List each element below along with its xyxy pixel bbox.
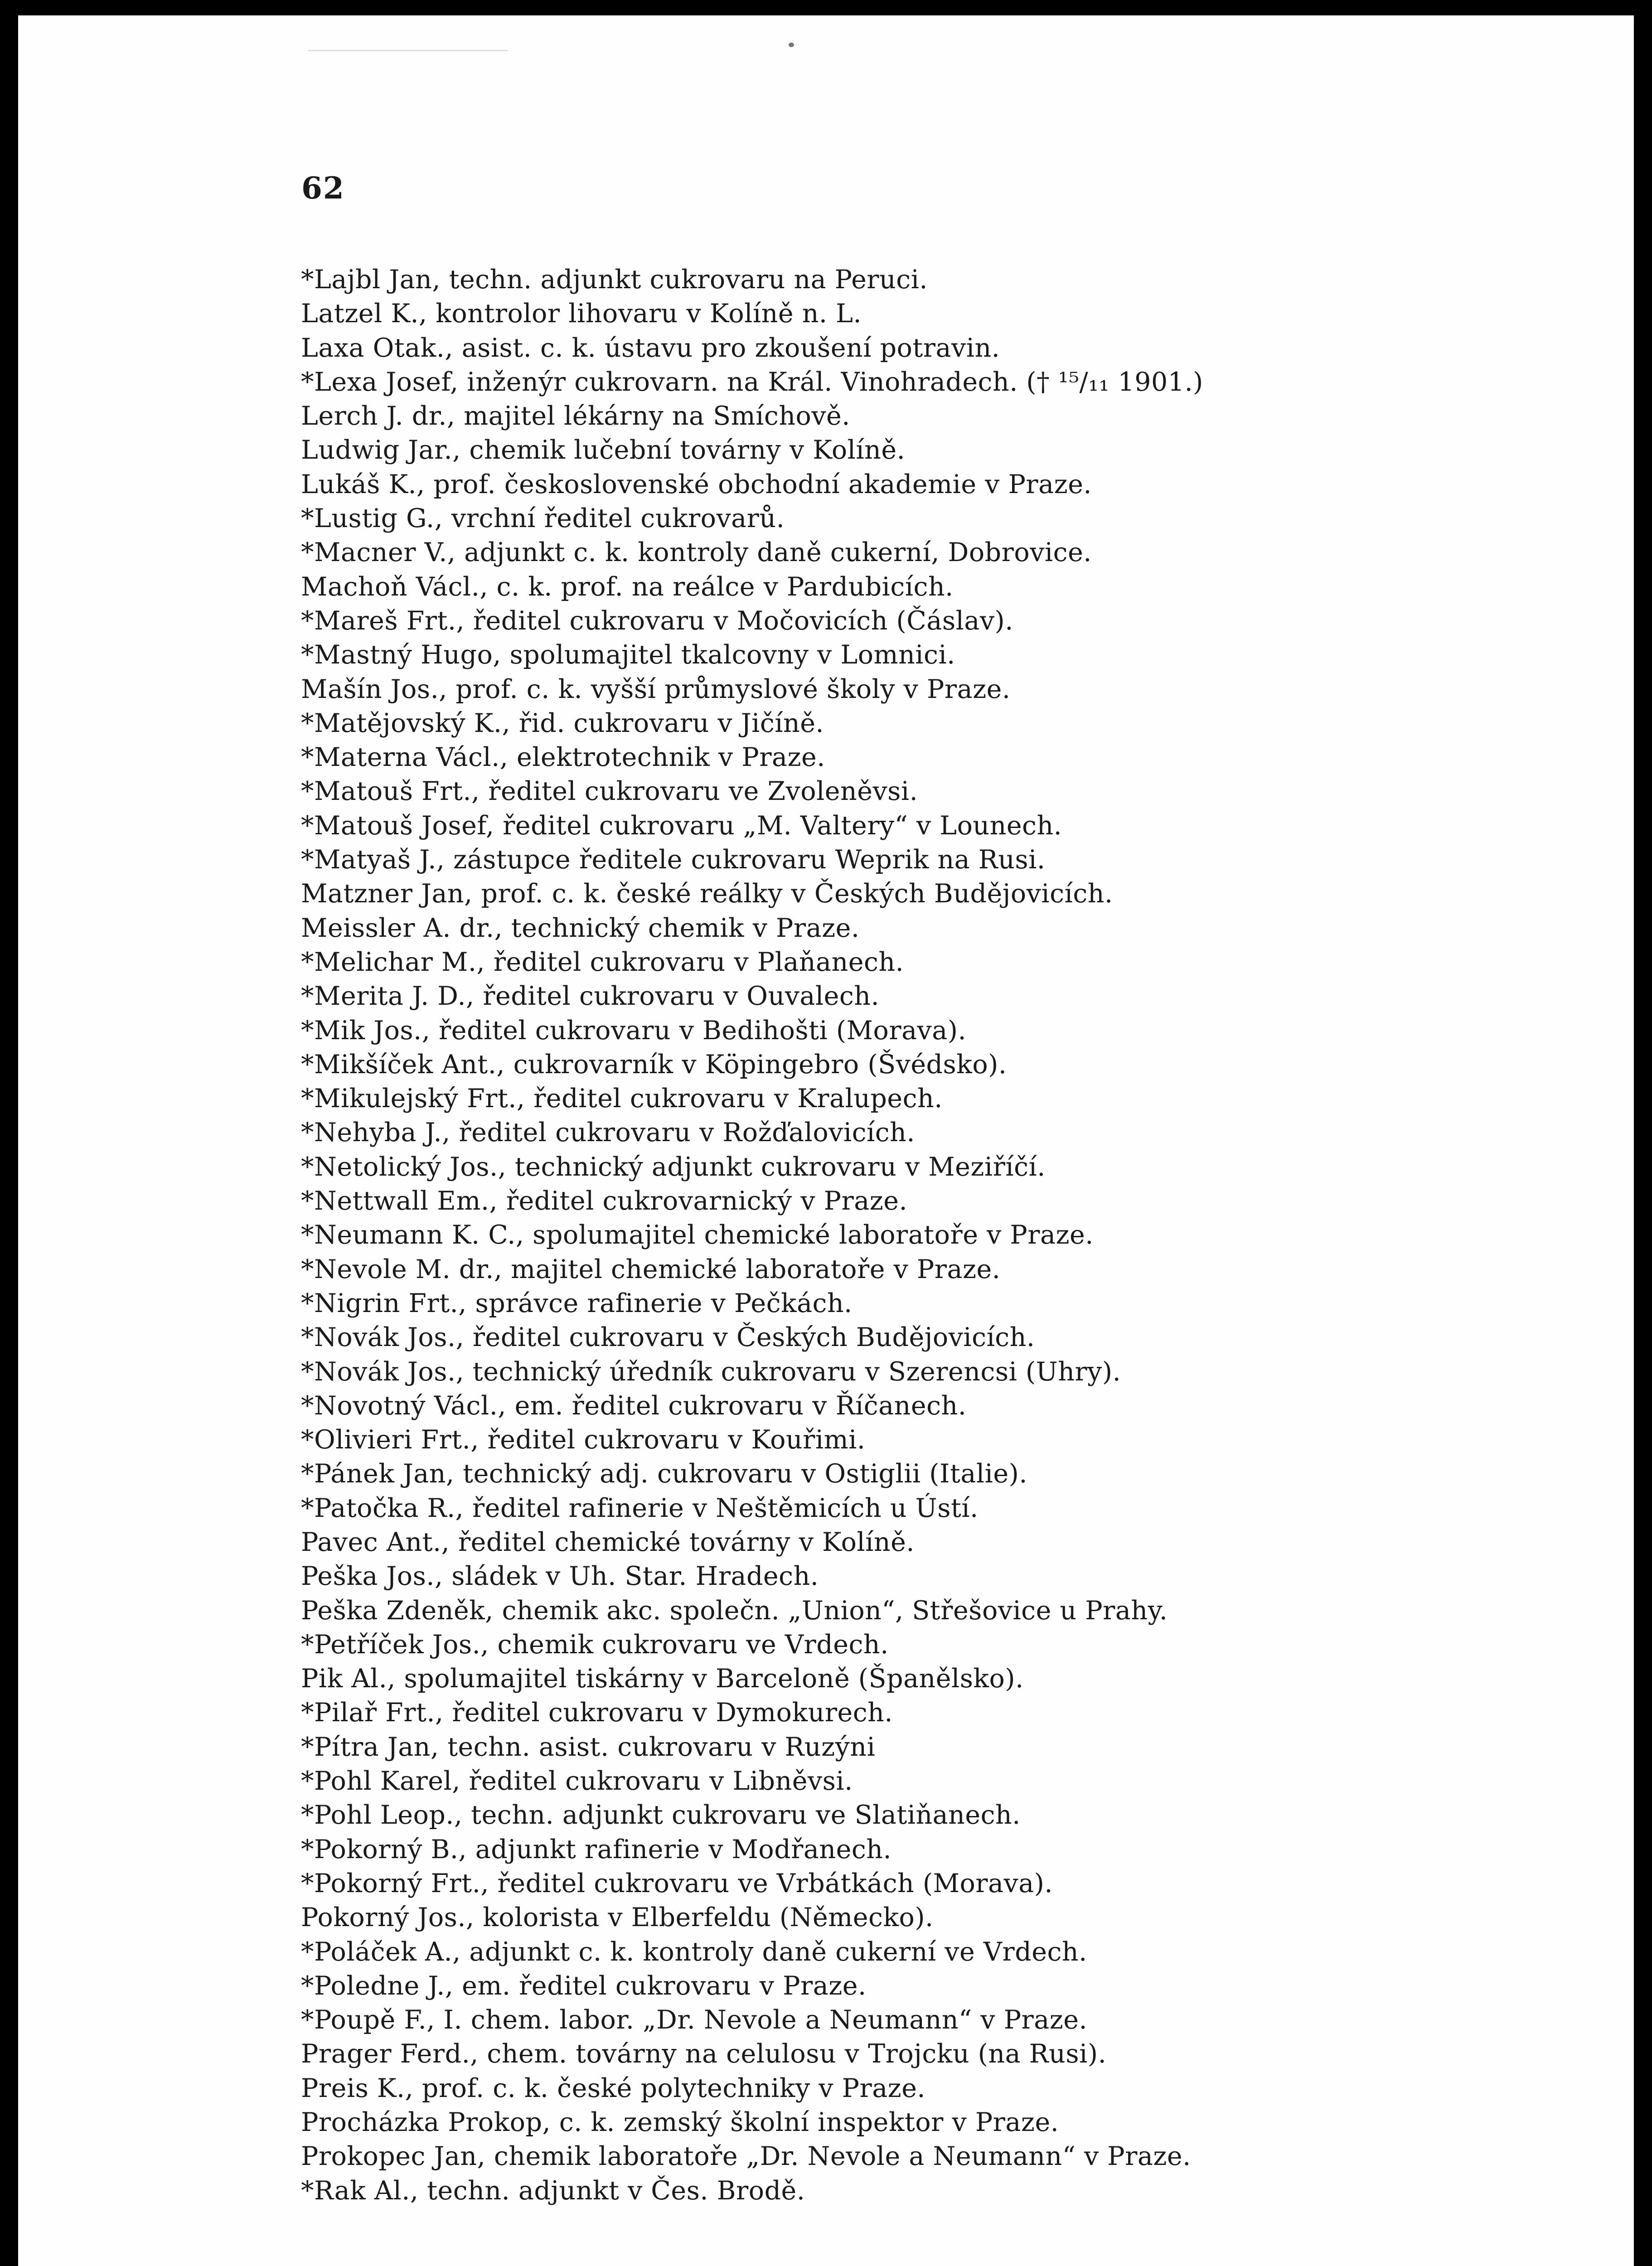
- list-item: *Pánek Jan, technický adj. cukrovaru v Ostiglii (Italie).: [301, 1459, 1027, 1489]
- list-item: Lukáš K., prof. československé obchodní akademie v Praze.: [301, 469, 1092, 499]
- list-item: *Materna Václ., elektrotechnik v Praze.: [301, 742, 825, 773]
- list-item: *Matouš Frt., ředitel cukrovaru ve Zvoleněvsi.: [301, 776, 918, 807]
- list-item: *Netolický Jos., technický adjunkt cukrovaru v Meziříčí.: [301, 1152, 1046, 1182]
- list-item: Prokopec Jan, chemik laboratoře „Dr. Nevole a Neumann“ v Praze.: [301, 2141, 1191, 2172]
- list-item: Pavec Ant., ředitel chemické továrny v Kolíně.: [301, 1527, 915, 1557]
- list-item: *Lustig G., vrchní ředitel cukrovarů.: [301, 504, 785, 534]
- list-item: Latzel K., kontrolor lihovaru v Kolíně n. L.: [301, 299, 862, 329]
- list-item: Pokorný Jos., kolorista v Elberfeldu (Německo).: [301, 1903, 934, 1933]
- list-item: Matzner Jan, prof. c. k. české reálky v Českých Budějovicích.: [301, 879, 1113, 909]
- list-item: Machoň Václ., c. k. prof. na reálce v Pardubicích.: [301, 571, 954, 602]
- list-item: *Lajbl Jan, techn. adjunkt cukrovaru na Peruci.: [301, 265, 928, 295]
- list-item: *Matyaš J., zástupce ředitele cukrovaru Weprik na Rusi.: [301, 845, 1046, 875]
- scan-border-top: [0, 0, 1652, 15]
- list-item: Lerch J. dr., majitel lékárny na Smíchově.: [301, 401, 850, 431]
- list-item: *Rak Al., techn. adjunkt v Čes. Brodě.: [301, 2175, 805, 2206]
- list-item: *Pokorný B., adjunkt rafinerie v Modřanech.: [301, 1834, 892, 1864]
- list-item: *Novotný Václ., em. ředitel cukrovaru v Říčanech.: [301, 1390, 967, 1421]
- list-item: Pik Al., spolumajitel tiskárny v Barceloně (Španělsko).: [301, 1664, 1024, 1694]
- list-item: *Merita J. D., ředitel cukrovaru v Ouvalech.: [301, 981, 880, 1012]
- member-list: [301, 263, 1434, 2208]
- list-item: *Olivieri Frt., ředitel cukrovaru v Kouřimi.: [301, 1425, 866, 1455]
- list-item: *Poupě F., I. chem. labor. „Dr. Nevole a Neumann“ v Praze.: [301, 2005, 1088, 2035]
- list-item: *Poledne J., em. ředitel cukrovaru v Praze.: [301, 1971, 867, 2001]
- list-item: Mašín Jos., prof. c. k. vyšší průmyslové školy v Praze.: [301, 674, 1011, 704]
- page-number: 62: [301, 170, 345, 206]
- list-item: *Nettwall Em., ředitel cukrovarnický v Praze.: [301, 1186, 908, 1216]
- list-item: *Pohl Karel, ředitel cukrovaru v Libněvsi.: [301, 1766, 853, 1796]
- list-item: Preis K., prof. c. k. české polytechniky v Praze.: [301, 2073, 926, 2103]
- list-item: *Pilař Frt., ředitel cukrovaru v Dymokurech.: [301, 1698, 893, 1728]
- list-item: Meissler A. dr., technický chemik v Praze.: [301, 913, 860, 943]
- list-item: *Matouš Josef, ředitel cukrovaru „M. Valtery“ v Lounech.: [301, 810, 1062, 841]
- list-item: *Patočka R., ředitel rafinerie v Neštěmicích u Ústí.: [301, 1493, 979, 1523]
- scan-border-right: [1634, 0, 1652, 2266]
- list-item: *Matějovský K., řid. cukrovaru v Jičíně.: [301, 708, 824, 738]
- list-item: *Nevole M. dr., majitel chemické laboratoře v Praze.: [301, 1254, 1001, 1284]
- list-item: *Mastný Hugo, spolumajitel tkalcovny v Lomnici.: [301, 640, 955, 670]
- list-item: *Macner V., adjunkt c. k. kontroly daně cukerní, Dobrovice.: [301, 537, 1092, 568]
- list-item: *Petříček Jos., chemik cukrovaru ve Vrdech.: [301, 1629, 889, 1660]
- list-item: *Lexa Josef, inženýr cukrovarn. na Král. Vinohradech. († ¹⁵/₁₁ 1901.): [301, 367, 1203, 397]
- scan-artifact-line: [308, 34, 508, 51]
- list-item: *Mareš Frt., ředitel cukrovaru v Močovicích (Čáslav).: [301, 605, 1013, 636]
- list-item: *Mikulejský Frt., ředitel cukrovaru v Kralupech.: [301, 1084, 943, 1114]
- scan-artifact-dot: [789, 43, 794, 47]
- list-item: *Nigrin Frt., správce rafinerie v Pečkách.: [301, 1288, 853, 1318]
- list-item: Peška Jos., sládek v Uh. Star. Hradech.: [301, 1561, 819, 1592]
- list-item: *Mikšíček Ant., cukrovarník v Köpingebro (Švédsko).: [301, 1049, 1007, 1080]
- list-item: Prager Ferd., chem. továrny na celulosu v Trojcku (na Rusi).: [301, 2039, 1107, 2069]
- list-item: *Poláček A., adjunkt c. k. kontroly daně cukerní ve Vrdech.: [301, 1937, 1087, 1967]
- list-item: *Neumann K. C., spolumajitel chemické laboratoře v Praze.: [301, 1220, 1094, 1250]
- list-item: *Pokorný Frt., ředitel cukrovaru ve Vrbátkách (Morava).: [301, 1868, 1053, 1898]
- scan-border-left: [0, 0, 18, 2266]
- list-item: *Novák Jos., ředitel cukrovaru v Českých Budějovicích.: [301, 1322, 1035, 1353]
- list-item: *Pohl Leop., techn. adjunkt cukrovaru ve Slatiňanech.: [301, 1800, 1021, 1830]
- list-item: *Melichar M., ředitel cukrovaru v Plaňanech.: [301, 947, 904, 977]
- list-item: *Nehyba J., ředitel cukrovaru v Rožďalovicích.: [301, 1118, 916, 1148]
- list-item: *Pítra Jan, techn. asist. cukrovaru v Ruzýni: [301, 1732, 876, 1762]
- list-item: Laxa Otak., asist. c. k. ústavu pro zkoušení potravin.: [301, 333, 1000, 363]
- list-item: Ludwig Jar., chemik lučební továrny v Kolíně.: [301, 435, 906, 465]
- list-item: *Mik Jos., ředitel cukrovaru v Bedihošti (Morava).: [301, 1015, 967, 1046]
- list-item: Procházka Prokop, c. k. zemský školní inspektor v Praze.: [301, 2107, 1059, 2138]
- list-item: Peška Zdeněk, chemik akc. společn. „Union“, Střešovice u Prahy.: [301, 1595, 1168, 1626]
- list-item: *Novák Jos., technický úředník cukrovaru v Szerencsi (Uhry).: [301, 1356, 1121, 1387]
